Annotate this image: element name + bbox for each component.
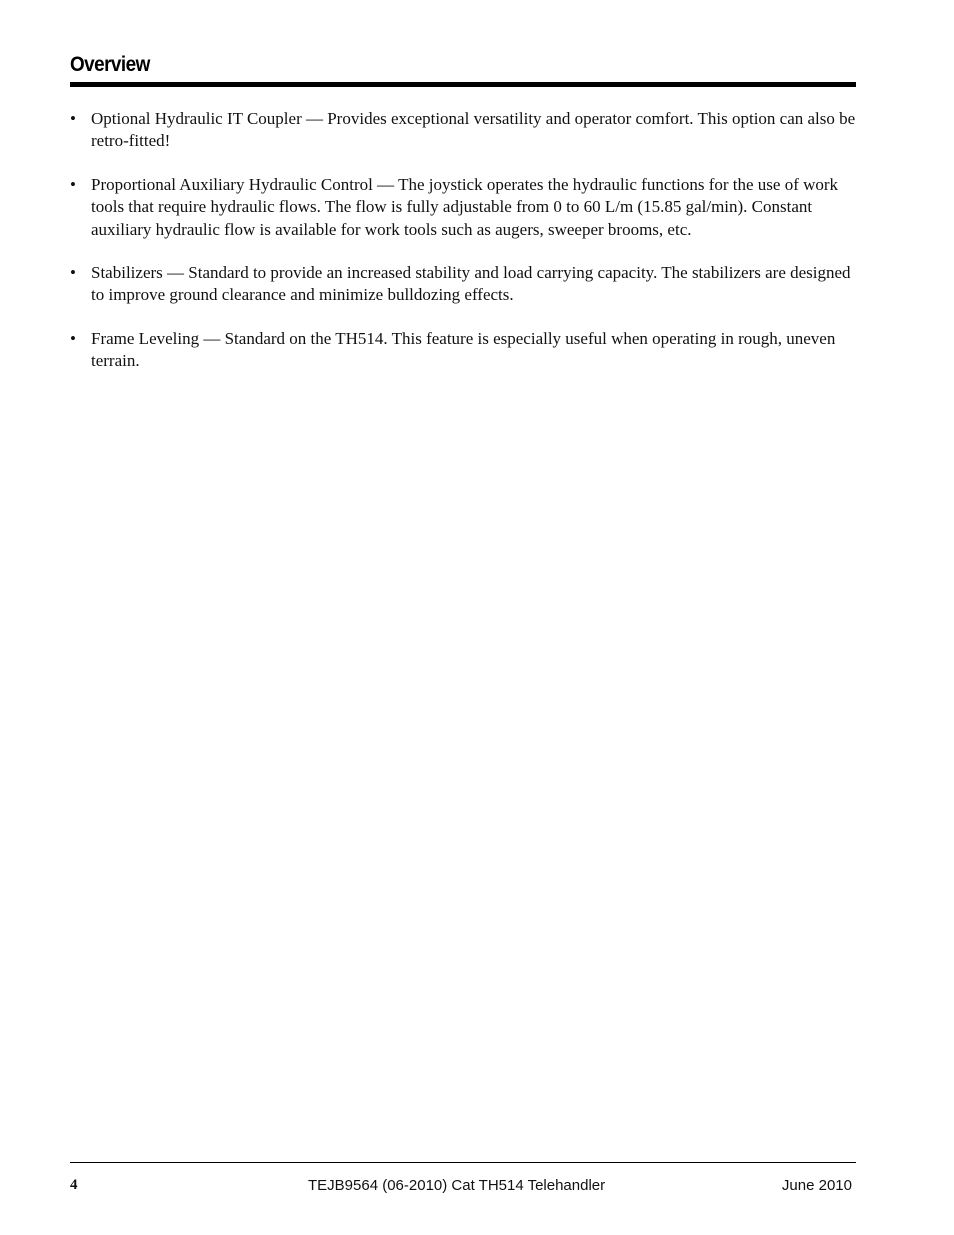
publication-date: June 2010: [781, 1177, 852, 1194]
feature-item-it-coupler: [70, 108, 856, 153]
feature-item-auxiliary-hydraulic: [70, 174, 856, 241]
feature-list: [70, 108, 856, 394]
title-rule: [70, 82, 856, 87]
document-id: TEJB9564 (06-2010) Cat TH514 Telehandler: [308, 1177, 606, 1194]
bullet-marker: •: [70, 263, 76, 283]
bullet-marker: •: [70, 174, 76, 194]
feature-text: Frame Leveling — Standard on the TH514. This feature is especially useful when operating in rough, uneven terrain.: [91, 328, 836, 371]
feature-item-stabilizers: [70, 262, 856, 307]
feature-text: Optional Hydraulic IT Coupler — Provides exceptional versatility and operator comfort. This option can also be retro-fitted!: [91, 109, 856, 151]
page-number: 4: [70, 1177, 78, 1193]
section-title: Overview: [70, 53, 150, 76]
feature-text: Stabilizers — Standard to provide an increased stability and load carrying capacity. The stabilizers are designed to improve ground clearance and minimize bulldozing effects.: [91, 263, 851, 305]
feature-item-frame-leveling: [70, 328, 856, 373]
bullet-marker: •: [70, 328, 76, 348]
feature-text: Proportional Auxiliary Hydraulic Control — The joystick operates the hydraulic functions for the use of work tools that require hydraulic flows. The flow is fully adjustable from 0 to 60 L/m (15.85 gal/min). Constant auxiliary hydraulic flow is available for work tools such as augers, sweeper brooms, etc.: [91, 174, 839, 239]
bullet-marker: •: [70, 109, 76, 128]
footer-rule: [70, 1162, 856, 1163]
